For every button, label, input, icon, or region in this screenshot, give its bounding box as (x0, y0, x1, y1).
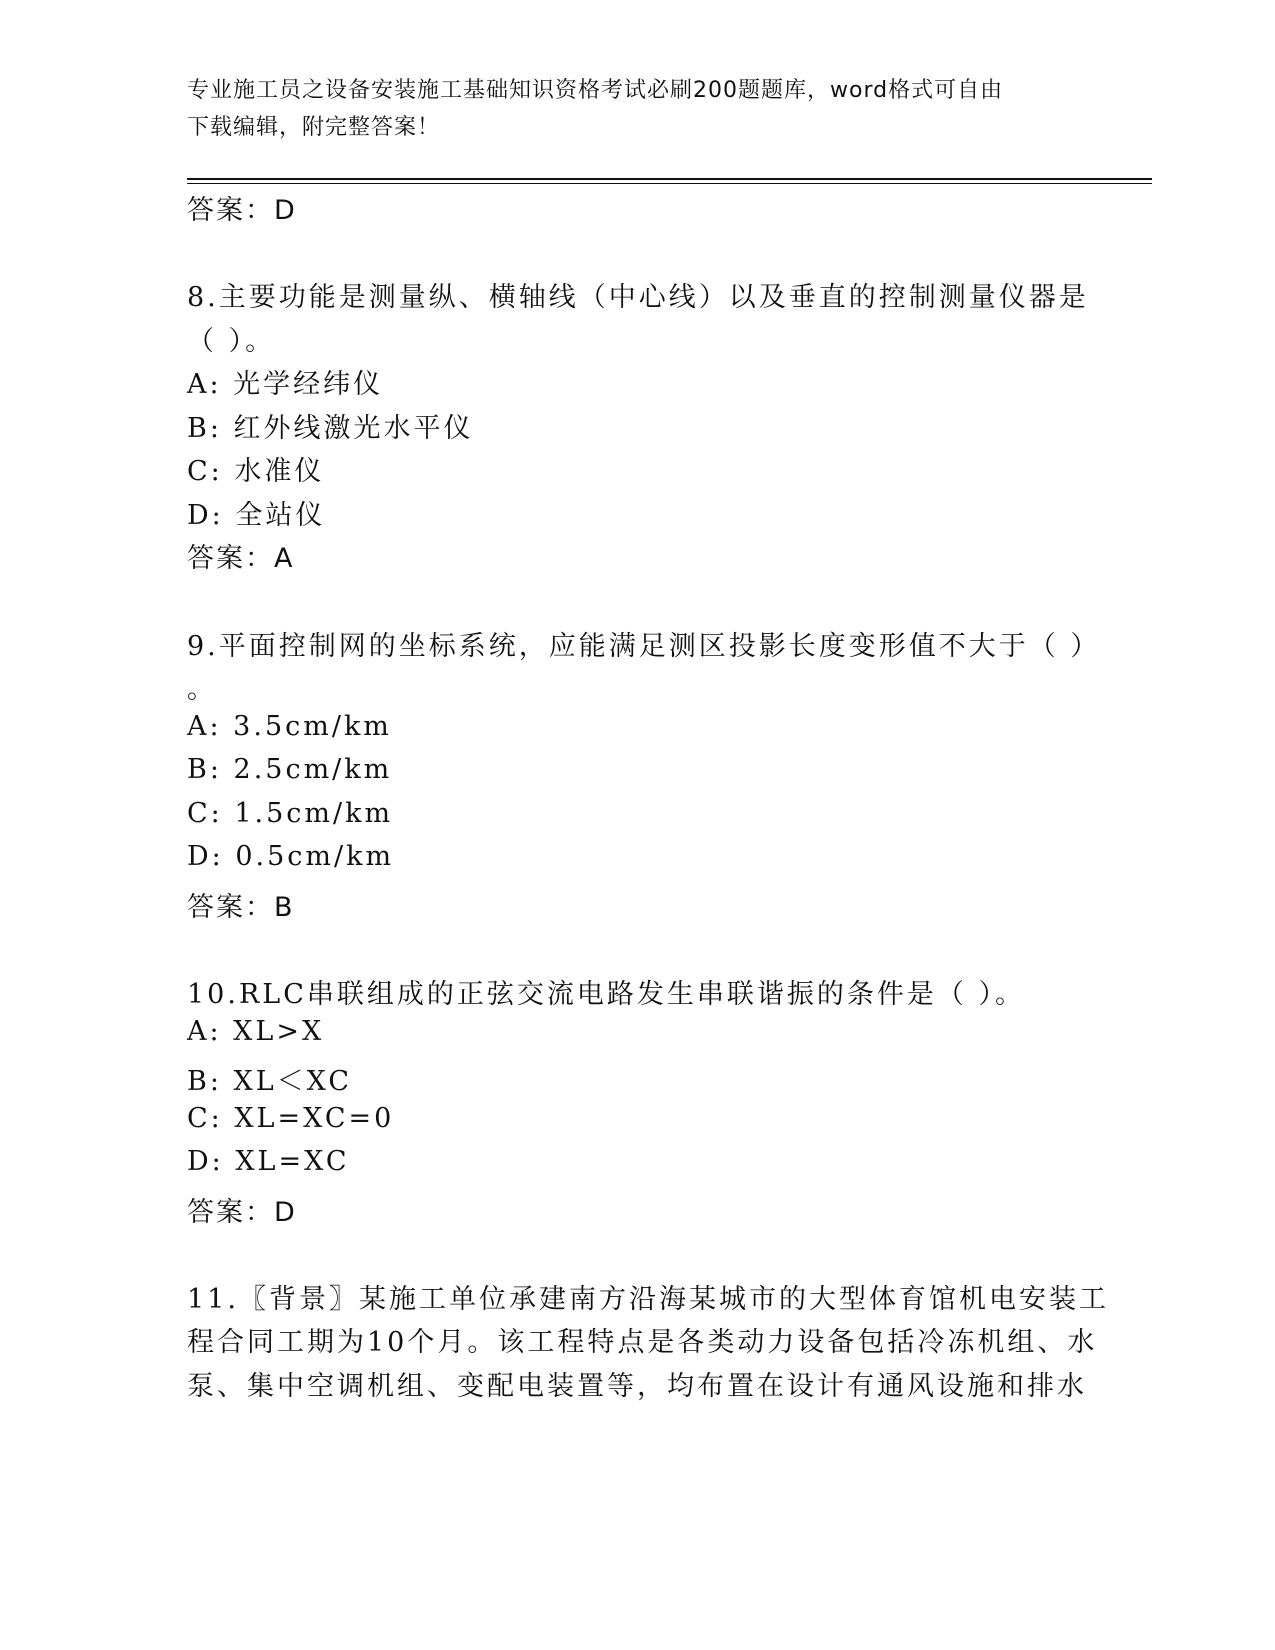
header-line-1: 专业施工员之设备安装施工基础知识资格考试必刷200题题库，word格式可自由 (187, 78, 1004, 103)
q9-text-line-1: 9.平面控制网的坐标系统，应能满足测区投影长度变形值不大于（ ） (187, 631, 1101, 662)
q10-text-line-1: 10.RLC串联组成的正弦交流电路发生串联谐振的条件是（ ）。 (187, 979, 1025, 1010)
q9-option-a: A: 3.5cm/km (187, 711, 392, 742)
q8-text-line-1: 8.主要功能是测量纵、横轴线（中心线）以及垂直的控制测量仪器是 (187, 282, 1089, 313)
q10-option-c: C: XL=XC=0 (187, 1103, 395, 1134)
q11-text-line-3: 泵、集中空调机组、变配电装置等，均布置在设计有通风设施和排水 (187, 1371, 1087, 1402)
q11-text-line-1: 11.〖背景〗某施工单位承建南方沿海某城市的大型体育馆机电安装工 (187, 1284, 1109, 1315)
q8-text-line-2: （ ）。 (187, 326, 276, 357)
q8-option-c: C: 水准仪 (187, 456, 325, 487)
document-header (187, 72, 1087, 146)
q8-answer: 答案：A (187, 543, 295, 574)
q9-option-d: D: 0.5cm/km (187, 841, 395, 872)
header-divider-thin (187, 183, 1152, 184)
q10-answer: 答案：D (187, 1197, 297, 1228)
q11-text-line-2: 程合同工期为10个月。该工程特点是各类动力设备包括冷冻机组、水 (187, 1327, 1098, 1358)
q8-option-b: B: 红外线激光水平仪 (187, 413, 474, 444)
q10-option-d: D: XL=XC (187, 1146, 350, 1177)
header-divider-thick (187, 178, 1152, 180)
q10-option-a: A: XL>X (187, 1016, 325, 1047)
header-line-2: 下载编辑，附完整答案！ (187, 115, 441, 140)
q10-option-b: B: XL＜XC (187, 1066, 353, 1097)
q9-text-line-2: 。 (187, 674, 217, 705)
q9-answer: 答案：B (187, 892, 295, 923)
q8-option-d: D: 全站仪 (187, 500, 326, 531)
q9-option-b: B: 2.5cm/km (187, 754, 393, 785)
q8-option-a: A: 光学经纬仪 (187, 369, 384, 400)
previous-answer: 答案：D (187, 195, 297, 226)
q9-option-c: C: 1.5cm/km (187, 798, 394, 829)
